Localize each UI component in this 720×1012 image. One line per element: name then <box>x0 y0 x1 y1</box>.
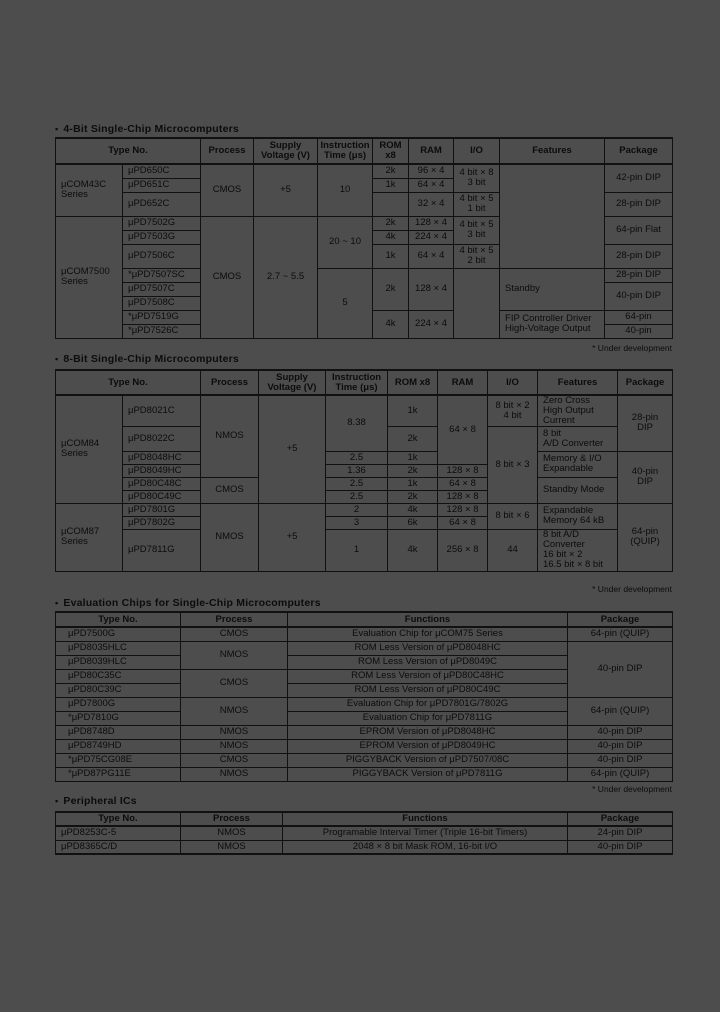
process-cell: CMOS <box>201 164 254 216</box>
ram-cell: 64 × 8 <box>438 395 488 464</box>
io-cell <box>488 395 538 426</box>
function-cell: ROM Less Version of μPD80C48HC <box>288 669 568 683</box>
col-rom: ROM x8 <box>373 138 409 164</box>
time-cell: 2.5 <box>326 451 388 464</box>
rom-cell: 6k <box>388 516 438 529</box>
type-cell: μPD8049HC <box>123 464 201 477</box>
features-cell <box>538 529 618 571</box>
type-cell: *μPD7519G <box>123 310 201 324</box>
feature-line: High Output <box>543 404 594 416</box>
col-features: Features <box>500 138 605 164</box>
table-4bit-mcu <box>55 137 673 339</box>
ram-cell: 128 × 8 <box>438 490 488 503</box>
package-cell: 40-pin DIP <box>568 840 673 854</box>
ram-cell: 224 × 4 <box>409 310 454 338</box>
rom-cell: 4k <box>373 310 409 338</box>
time-cell: 8.38 <box>326 395 388 451</box>
type-cell: *μPD87PG11E <box>56 767 181 781</box>
io-cell: 8 bit × 6 <box>488 503 538 529</box>
type-cell: μPD80C49C <box>123 490 201 503</box>
rom-cell: 1k <box>388 451 438 464</box>
io-line: 4 bit <box>503 409 522 421</box>
col-package: Package <box>568 612 673 627</box>
function-cell: Evaluation Chip for μCOM75 Series <box>288 627 568 641</box>
rom-cell: 2k <box>388 426 438 451</box>
package-line: DIP <box>637 422 653 434</box>
io-line: 4 bit × 5 <box>459 245 494 257</box>
package-cell: 40-pin <box>605 324 673 338</box>
rom-cell: 4k <box>388 503 438 516</box>
function-cell: ROM Less Version of μPD8048HC <box>288 641 568 655</box>
col-supply-voltage: Supply Voltage (V) <box>259 370 326 395</box>
feature-line: Memory & I/O <box>543 453 602 465</box>
ram-cell: 128 × 4 <box>409 216 454 230</box>
type-cell: μPD650C <box>123 164 201 178</box>
io-line: 4 bit × 5 <box>459 193 494 205</box>
col-type-no: Type No. <box>56 138 201 164</box>
package-cell: 40-pin DIP <box>568 753 673 767</box>
package-line: (QUIP) <box>630 536 660 548</box>
table-8bit-mcu <box>55 369 673 572</box>
col-type-no: Type No. <box>56 370 201 395</box>
ram-cell: 32 × 4 <box>409 192 454 216</box>
rom-cell: 1k <box>388 477 438 490</box>
type-cell: μPD7506C <box>123 244 201 268</box>
feature-line: FIP Controller Driver <box>505 313 592 325</box>
type-cell: μPD7507C <box>123 282 201 296</box>
function-cell: EPROM Version of μPD8048HC <box>288 725 568 739</box>
package-line: 28-pin <box>631 412 659 424</box>
package-cell: 40-pin DIP <box>605 282 673 310</box>
col-rom: ROM x8 <box>388 370 438 395</box>
section-title-4bit: ▪ 4-Bit Single-Chip Microcomputers <box>55 123 239 135</box>
time-cell: 3 <box>326 516 388 529</box>
rom-cell: 1k <box>373 178 409 192</box>
function-cell: ROM Less Version of μPD8049C <box>288 655 568 669</box>
io-line: 2 bit <box>467 255 486 266</box>
function-cell: ROM Less Version of μPD80C49C <box>288 683 568 697</box>
package-cell: 64-pin <box>605 310 673 324</box>
package-cell: 42-pin DIP <box>605 164 673 192</box>
type-cell: μPD8039HLC <box>56 655 181 669</box>
series-ucom43c: μCOM43C Series <box>56 164 123 216</box>
function-cell: Evaluation Chip for μPD7801G/7802G <box>288 697 568 711</box>
col-type-no: Type No. <box>56 812 181 826</box>
io-cell <box>454 244 500 268</box>
type-cell: μPD7502G <box>123 216 201 230</box>
type-cell: μPD80C48C <box>123 477 201 490</box>
features-cell <box>538 451 618 477</box>
section-title-8bit: ▪ 8-Bit Single-Chip Microcomputers <box>55 353 239 365</box>
type-cell: μPD8035HLC <box>56 641 181 655</box>
features-cell <box>538 395 618 426</box>
col-supply-voltage: Supply Voltage (V) <box>254 138 318 164</box>
package-cell: 28-pin DIP <box>605 268 673 282</box>
io-cell <box>454 216 500 244</box>
io-line: 3 bit <box>467 229 486 240</box>
function-cell: Programable Interval Timer (Triple 16-bit Timers) <box>283 826 568 840</box>
feature-line: A/D Converter <box>543 437 604 449</box>
rom-cell: 2k <box>388 490 438 503</box>
io-line: 3 bit <box>467 177 486 189</box>
function-cell: 2048 × 8 bit Mask ROM, 16-bit I/O <box>283 840 568 854</box>
features-cell <box>538 426 618 451</box>
type-cell: μPD8749HD <box>56 739 181 753</box>
table-peripheral-ics <box>55 811 673 855</box>
io-line: 8 bit × 2 <box>495 399 530 411</box>
type-cell: μPD7500G <box>56 627 181 641</box>
package-cell <box>618 451 673 503</box>
package-line: DIP <box>637 476 653 488</box>
ram-cell: 224 × 4 <box>409 230 454 244</box>
io-cell <box>454 192 500 216</box>
ram-cell: 256 × 8 <box>438 529 488 571</box>
type-cell: *μPD7507SC <box>123 268 201 282</box>
package-cell: 24-pin DIP <box>568 826 673 840</box>
process-cell: CMOS <box>201 477 259 503</box>
ram-cell: 64 × 8 <box>438 516 488 529</box>
ram-cell: 64 × 4 <box>409 244 454 268</box>
process-cell: CMOS <box>181 669 288 697</box>
col-ram: RAM <box>438 370 488 395</box>
type-cell: μPD7508C <box>123 296 201 310</box>
col-io: I/O <box>488 370 538 395</box>
time-cell: 2.5 <box>326 490 388 503</box>
rom-cell <box>373 192 409 216</box>
type-cell: μPD7503G <box>123 230 201 244</box>
col-type-no: Type No. <box>56 612 181 627</box>
process-cell: NMOS <box>181 826 283 840</box>
process-cell: NMOS <box>181 697 288 725</box>
series-ucom7500: μCOM7500 Series <box>56 216 123 338</box>
rom-cell: 2k <box>373 268 409 310</box>
ram-cell: 64 × 8 <box>438 477 488 490</box>
feature-line: Current <box>543 414 575 426</box>
col-process: Process <box>181 612 288 627</box>
rom-cell: 2k <box>388 464 438 477</box>
type-cell: μPD7802G <box>123 516 201 529</box>
feature-line: 8 bit <box>543 427 561 439</box>
time-cell: 1 <box>326 529 388 571</box>
series-ucom87: μCOM87 Series <box>56 503 123 571</box>
process-cell: NMOS <box>181 840 283 854</box>
ram-cell: 64 × 4 <box>409 178 454 192</box>
package-cell: 40-pin DIP <box>568 739 673 753</box>
feature-line: Expandable <box>543 463 594 475</box>
col-instruction-time: Instruction Time (μs) <box>318 138 373 164</box>
type-cell: *μPD7810G <box>56 711 181 725</box>
col-process: Process <box>201 138 254 164</box>
features-cell: Standby Mode <box>538 477 618 503</box>
col-package: Package <box>618 370 673 395</box>
type-cell: μPD652C <box>123 192 201 216</box>
io-cell: 44 <box>488 529 538 571</box>
package-cell: 28-pin DIP <box>605 192 673 216</box>
voltage-cell: 2.7 ~ 5.5 <box>254 216 318 338</box>
rom-cell: 1k <box>373 244 409 268</box>
function-cell: PIGGYBACK Version of μPD7507/08C <box>288 753 568 767</box>
io-cell <box>454 164 500 192</box>
footnote-under-development: * Under development <box>592 343 672 353</box>
time-cell: 10 <box>318 164 373 216</box>
col-io: I/O <box>454 138 500 164</box>
function-cell: PIGGYBACK Version of μPD7811G <box>288 767 568 781</box>
io-cell: 8 bit × 3 <box>488 426 538 503</box>
col-ram: RAM <box>409 138 454 164</box>
package-line: 64-pin <box>631 526 659 538</box>
type-cell: μPD7800G <box>56 697 181 711</box>
feature-line: 16 bit × 2 <box>543 549 583 561</box>
feature-line: Memory 64 kB <box>543 515 605 527</box>
time-cell: 5 <box>318 268 373 338</box>
process-cell: NMOS <box>181 641 288 669</box>
time-cell: 20 ~ 10 <box>318 216 373 268</box>
type-cell: μPD651C <box>123 178 201 192</box>
function-cell: Evaluation Chip for μPD7811G <box>288 711 568 725</box>
col-instruction-time: Instruction Time (μs) <box>326 370 388 395</box>
process-cell: NMOS <box>181 767 288 781</box>
process-cell: NMOS <box>201 503 259 571</box>
io-line: 4 bit × 5 <box>459 219 494 231</box>
io-cell <box>454 268 500 338</box>
package-cell: 40-pin DIP <box>568 641 673 697</box>
process-cell: NMOS <box>181 739 288 753</box>
series-ucom84: μCOM84 Series <box>56 395 123 503</box>
features-cell <box>538 503 618 529</box>
rom-cell: 4k <box>388 529 438 571</box>
function-cell: EPROM Version of μPD8049HC <box>288 739 568 753</box>
voltage-cell: +5 <box>259 503 326 571</box>
type-cell: μPD8048HC <box>123 451 201 464</box>
feature-line: 16.5 bit × 8 bit <box>543 559 603 571</box>
feature-line: Expandable <box>543 505 594 517</box>
package-cell <box>618 395 673 451</box>
feature-line: High-Voltage Output <box>505 323 591 334</box>
table-evaluation-chips <box>55 611 673 782</box>
process-cell: NMOS <box>181 725 288 739</box>
features-cell <box>500 164 605 268</box>
features-cell <box>500 310 605 338</box>
feature-line: Zero Cross <box>543 395 590 406</box>
type-cell: μPD7811G <box>123 529 201 571</box>
package-cell: 64-pin (QUIP) <box>568 627 673 641</box>
section-title-peripheral: ▪ Peripheral ICs <box>55 795 137 807</box>
type-cell: μPD7801G <box>123 503 201 516</box>
voltage-cell: +5 <box>259 395 326 503</box>
type-cell: *μPD75CG08E <box>56 753 181 767</box>
package-cell: 64-pin Flat <box>605 216 673 244</box>
col-features: Features <box>538 370 618 395</box>
io-line: 4 bit × 8 <box>459 167 494 179</box>
type-cell: μPD80C35C <box>56 669 181 683</box>
package-cell: 28-pin DIP <box>605 244 673 268</box>
footnote-under-development: * Under development <box>592 584 672 594</box>
type-cell: μPD8021C <box>123 395 201 426</box>
type-cell: μPD8365C/D <box>56 840 181 854</box>
ram-cell: 96 × 4 <box>409 164 454 178</box>
col-process: Process <box>201 370 259 395</box>
feature-line: 8 bit A/D <box>543 529 579 541</box>
rom-cell: 1k <box>388 395 438 426</box>
col-functions: Functions <box>288 612 568 627</box>
rom-cell: 4k <box>373 230 409 244</box>
type-cell: μPD8022C <box>123 426 201 451</box>
package-cell: 40-pin DIP <box>568 725 673 739</box>
process-cell: NMOS <box>201 395 259 477</box>
package-cell: 64-pin (QUIP) <box>568 697 673 725</box>
time-cell: 2 <box>326 503 388 516</box>
voltage-cell: +5 <box>254 164 318 216</box>
ram-cell: 128 × 8 <box>438 464 488 477</box>
rom-cell: 2k <box>373 216 409 230</box>
col-process: Process <box>181 812 283 826</box>
footnote-under-development: * Under development <box>592 784 672 794</box>
time-cell: 2.5 <box>326 477 388 490</box>
table-row <box>56 840 673 854</box>
col-package: Package <box>605 138 673 164</box>
process-cell: CMOS <box>201 216 254 338</box>
section-title-evaluation: ▪ Evaluation Chips for Single-Chip Microcomputers <box>55 597 321 609</box>
io-line: 1 bit <box>467 203 486 214</box>
package-cell <box>618 503 673 571</box>
type-cell: μPD8748D <box>56 725 181 739</box>
rom-cell: 2k <box>373 164 409 178</box>
process-cell: CMOS <box>181 627 288 641</box>
table-row <box>56 826 673 840</box>
feature-line: Converter <box>543 539 585 551</box>
type-cell: μPD80C39C <box>56 683 181 697</box>
col-package: Package <box>568 812 673 826</box>
process-cell: CMOS <box>181 753 288 767</box>
time-cell: 1.36 <box>326 464 388 477</box>
type-cell: *μPD7526C <box>123 324 201 338</box>
ram-cell: 128 × 4 <box>409 268 454 310</box>
ram-cell: 128 × 8 <box>438 503 488 516</box>
type-cell: μPD8253C-5 <box>56 826 181 840</box>
package-line: 40-pin <box>631 466 659 478</box>
package-cell: 64-pin (QUIP) <box>568 767 673 781</box>
col-functions: Functions <box>283 812 568 826</box>
features-cell: Standby <box>500 268 605 310</box>
